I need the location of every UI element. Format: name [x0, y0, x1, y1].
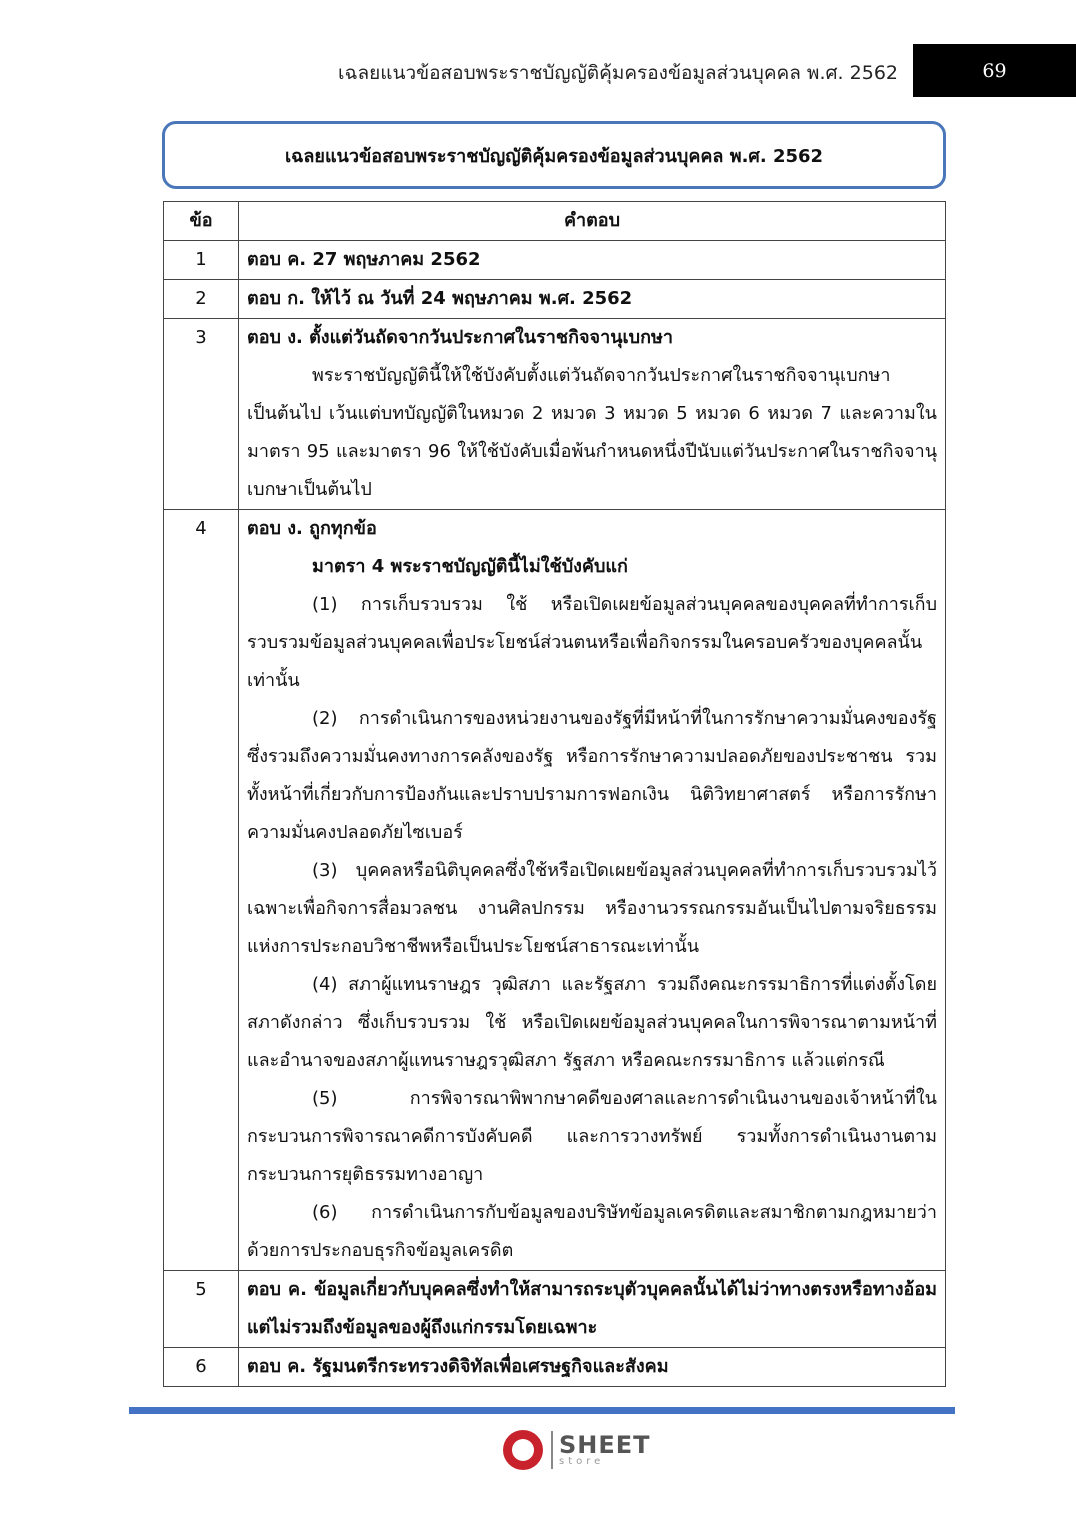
logo-mark-icon [503, 1430, 543, 1470]
table-row [164, 241, 946, 280]
column-header-answer: คำตอบ [239, 202, 946, 241]
table-header-row [164, 202, 946, 241]
row-answer-cell [239, 510, 946, 1271]
row-answer: ตอบ ค. 27 พฤษภาคม 2562 [239, 241, 946, 280]
logo-divider [551, 1431, 553, 1469]
list-item: (2) การดำเนินการของหน่วยงานของรัฐที่มีหน้าที่ในการรักษาความมั่นคงของรัฐ ซึ่งรวมถึงความมั่นคงทางการคลังของรัฐ หรือการรักษาความปลอดภัยของประชาชน รวมทั้งหน้าที่เกี่ยวกับการป้องกันและปราบปรามการฟอกเงิน นิติวิทยาศาสตร์ หรือการรักษาความมั่นคงปลอดภัยไซเบอร์ [247, 708, 937, 843]
row-number: 6 [164, 1348, 239, 1387]
row-number: 3 [164, 319, 239, 510]
table-row [164, 280, 946, 319]
row-answer: ตอบ ค. รัฐมนตรีกระทรวงดิจิทัลเพื่อเศรษฐกิจและสังคม [239, 1348, 946, 1387]
list-item: (4) สภาผู้แทนราษฎร วุฒิสภา และรัฐสภา รวมถึงคณะกรรมาธิการที่แต่งตั้งโดยสภาดังกล่าว ซึ่งเก็บรวบรวม ใช้ หรือเปิดเผยข้อมูลส่วนบุคคลในการพิจารณาตามหน้าที่และอำนาจของสภาผู้แทนราษฎรวุฒิสภา รัฐสภา หรือคณะกรรมาธิการ แล้วแต่กรณี [247, 974, 937, 1071]
row-answer: ตอบ ง. ถูกทุกข้อ [247, 518, 377, 539]
footer-divider [129, 1407, 955, 1414]
logo-subword: store [559, 1456, 605, 1467]
list-item: (3) บุคคลหรือนิติบุคคลซึ่งใช้หรือเปิดเผยข้อมูลส่วนบุคคลที่ทำการเก็บรวบรวมไว้เฉพาะเพื่อกิจการสื่อมวลชน งานศิลปกรรม หรืองานวรรณกรรมอันเป็นไปตามจริยธรรมแห่งการประกอบวิชาชีพหรือเป็นประโยชน์สาธารณะเท่านั้น [247, 860, 937, 957]
row-answer-cell [239, 319, 946, 510]
row-answer: ตอบ ง. ตั้งแต่วันถัดจากวันประกาศในราชกิจจานุเบกษา [247, 327, 673, 348]
page-number: 69 [913, 44, 1076, 97]
table-row [164, 1348, 946, 1387]
list-item: (1) การเก็บรวบรวม ใช้ หรือเปิดเผยข้อมูลส่วนบุคคลของบุคคลที่ทำการเก็บรวบรวมข้อมูลส่วนบุคคลเพื่อประโยชน์ส่วนตนหรือเพื่อกิจกรรมในครอบครัวของบุคคลนั้นเท่านั้น [247, 594, 937, 691]
row-number: 5 [164, 1271, 239, 1348]
row-detail: พระราชบัญญัตินี้ให้ใช้บังคับตั้งแต่วันถัดจากวันประกาศในราชกิจจานุเบกษาเป็นต้นไป เว้นแต่บทบัญญัติในหมวด 2 หมวด 3 หมวด 5 หมวด 6 หมวด 7 และความในมาตรา 95 และมาตรา 96 ให้ใช้บังคับเมื่อพ้นกำหนดหนึ่งปีนับแต่วันประกาศในราชกิจจานุเบกษาเป็นต้นไป [247, 365, 937, 500]
list-item: (5) การพิจารณาพิพากษาคดีของศาลและการดำเนินงานของเจ้าหน้าที่ในกระบวนการพิจารณาคดีการบังคับคดี และการวางทรัพย์ รวมทั้งการดำเนินงานตามกระบวนการยุติธรรมทางอาญา [247, 1088, 937, 1185]
answer-table [163, 201, 946, 1387]
logo-text [559, 1433, 651, 1467]
column-header-no: ข้อ [164, 202, 239, 241]
section-heading: มาตรา 4 พระราชบัญญัตินี้ไม่ใช้บังคับแก่ [312, 556, 628, 577]
sheet-store-logo [503, 1428, 651, 1472]
row-number: 4 [164, 510, 239, 1271]
running-header-title: เฉลยแนวข้อสอบพระราชบัญญัติคุ้มครองข้อมูลส่วนบุคคล พ.ศ. 2562 [338, 62, 898, 84]
row-number: 1 [164, 241, 239, 280]
table-row [164, 319, 946, 510]
row-answer: ตอบ ก. ให้ไว้ ณ วันที่ 24 พฤษภาคม พ.ศ. 2562 [239, 280, 946, 319]
section-title: เฉลยแนวข้อสอบพระราชบัญญัติคุ้มครองข้อมูลส่วนบุคคล พ.ศ. 2562 [162, 121, 946, 189]
table-row [164, 510, 946, 1271]
list-item: (6) การดำเนินการกับข้อมูลของบริษัทข้อมูลเครดิตและสมาชิกตามกฎหมายว่าด้วยการประกอบธุรกิจข้อมูลเครดิต [247, 1202, 937, 1261]
table-row [164, 1271, 946, 1348]
logo-word: SHEET [559, 1431, 651, 1459]
row-answer: ตอบ ค. ข้อมูลเกี่ยวกับบุคคลซึ่งทำให้สามารถระบุตัวบุคคลนั้นได้ไม่ว่าทางตรงหรือทางอ้อม แต่ไม่รวมถึงข้อมูลของผู้ถึงแก่กรรมโดยเฉพาะ [239, 1271, 946, 1348]
row-number: 2 [164, 280, 239, 319]
